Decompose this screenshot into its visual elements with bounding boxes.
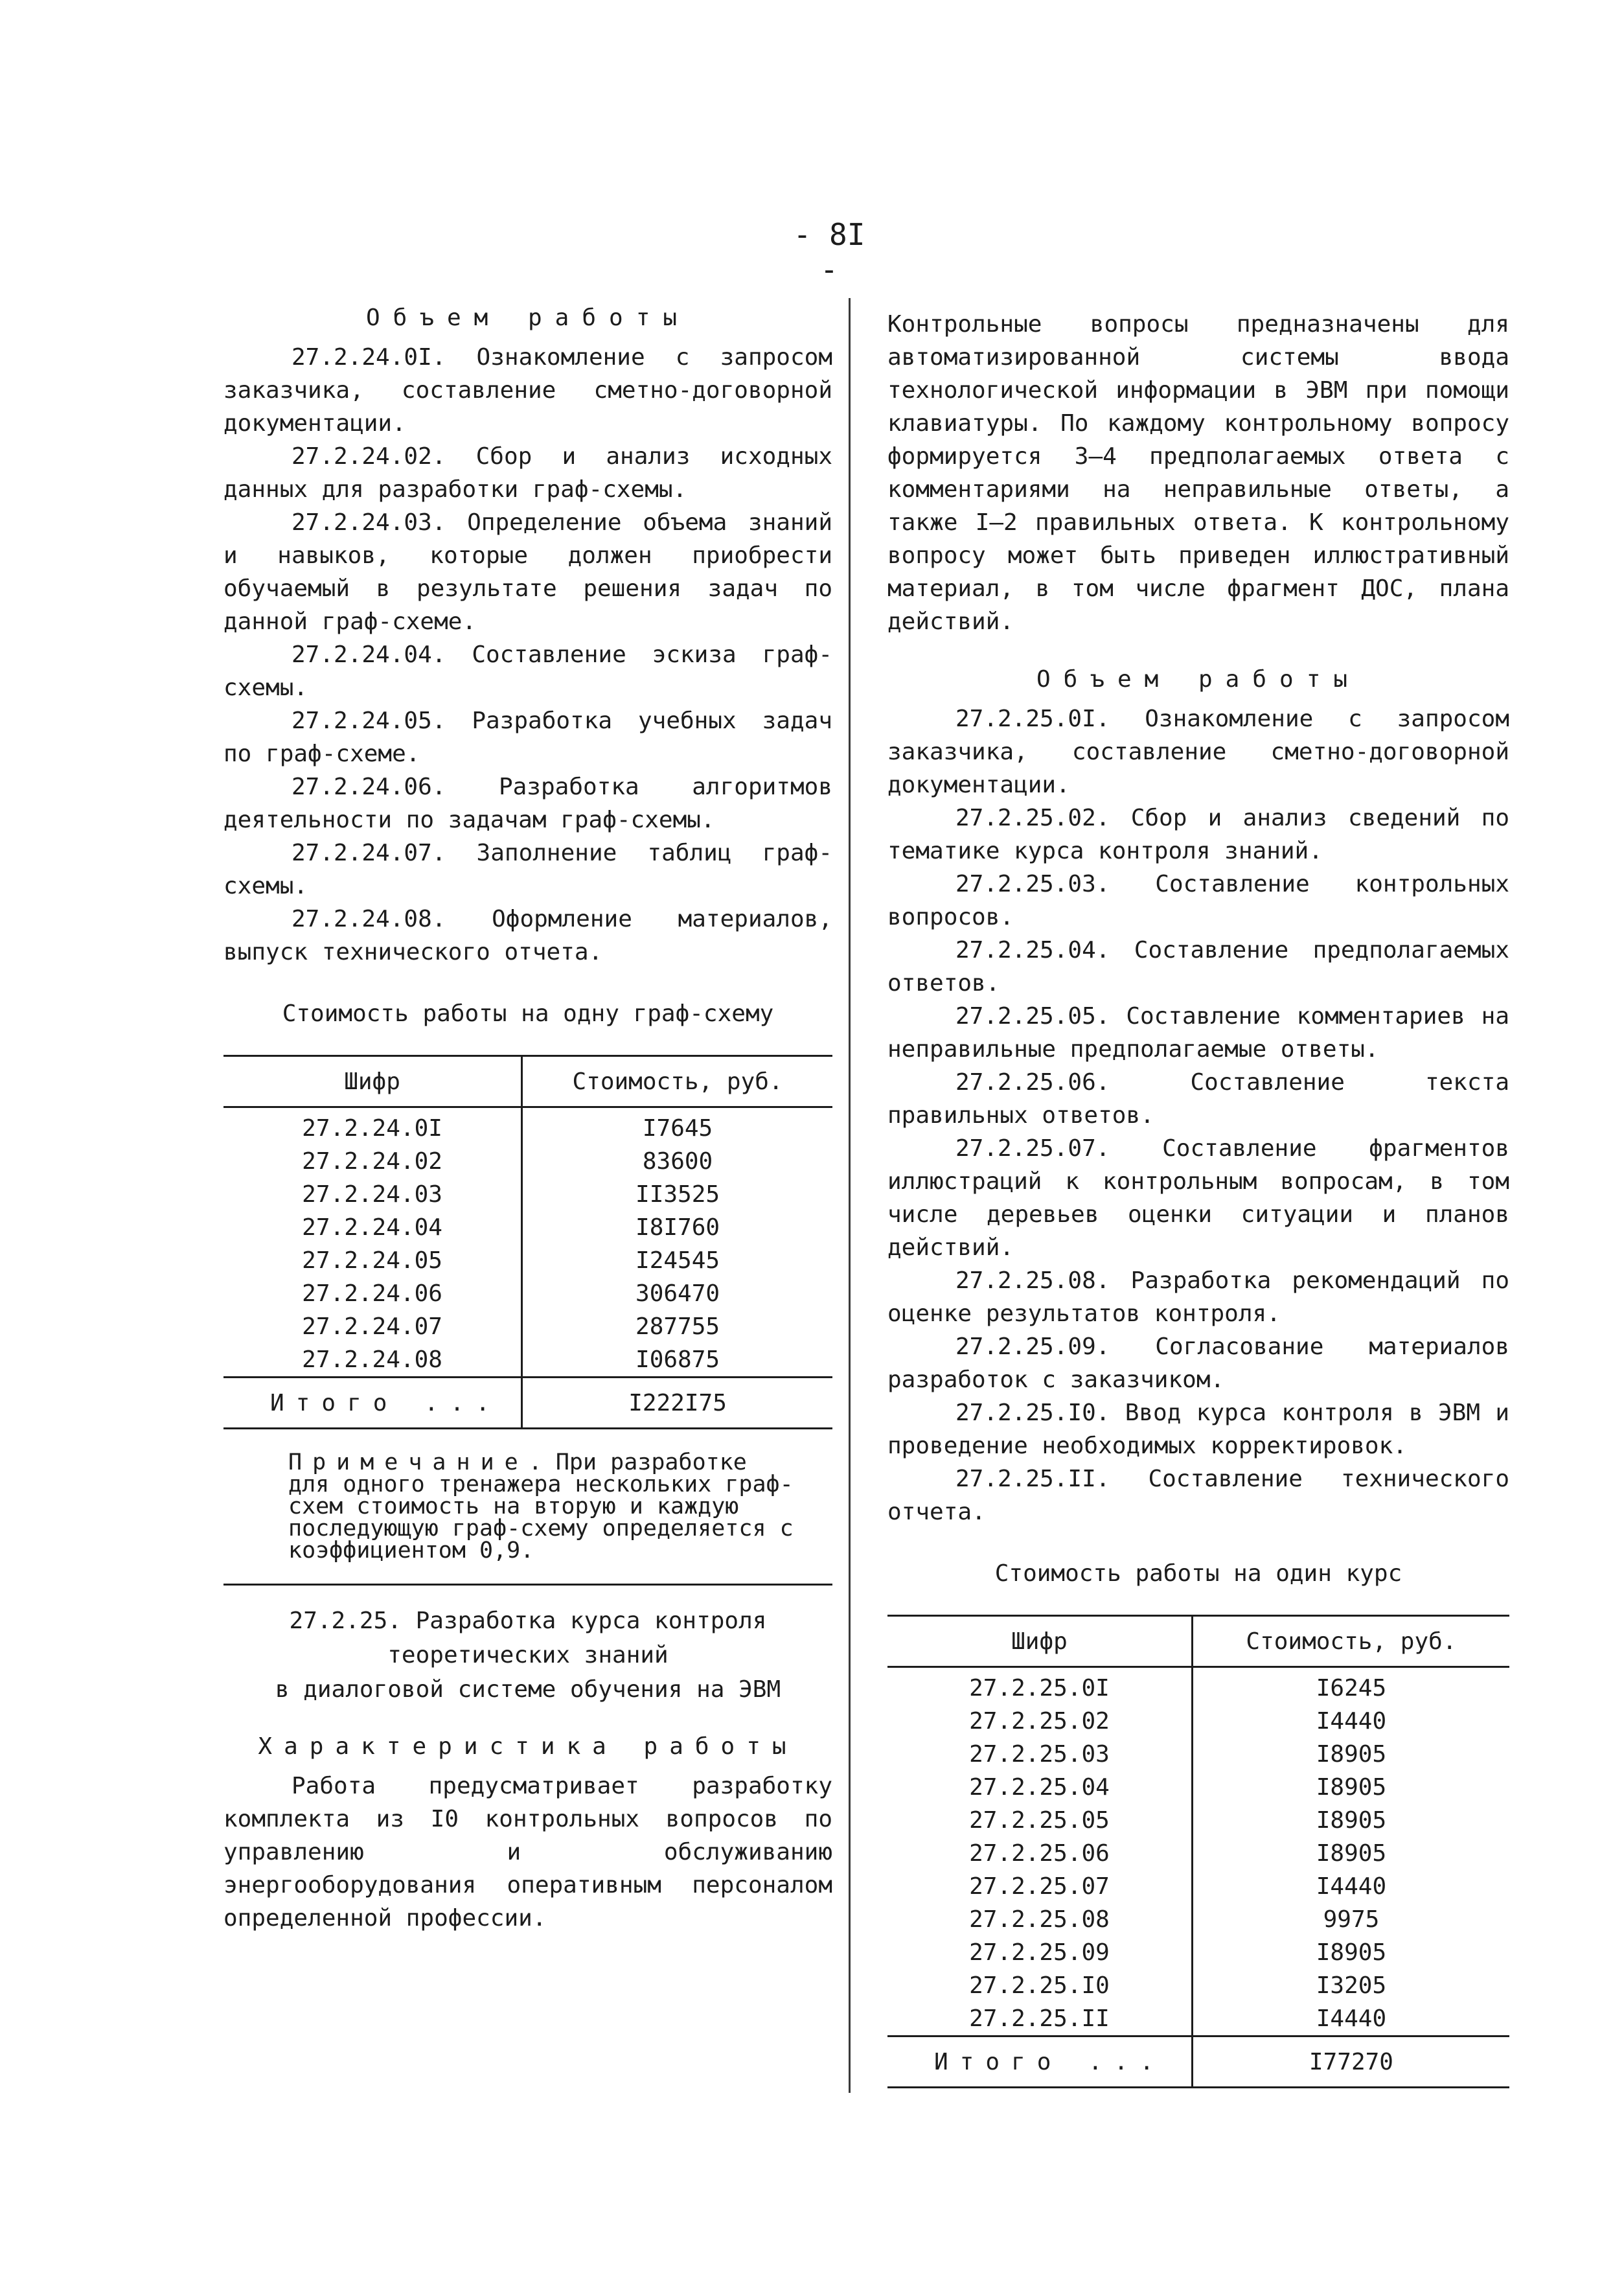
cost-cell: I7645: [522, 1107, 832, 1146]
code-cell: 27.2.24.03: [302, 1181, 442, 1208]
total-row: [223, 1378, 832, 1429]
cost-cell: I3205: [1192, 1969, 1509, 2002]
cost-cell: I8905: [1192, 1738, 1509, 1771]
cost-cell: I4440: [1192, 1705, 1509, 1738]
subsection-title-line: 27.2.25. Разработка курса контроля: [289, 1608, 767, 1634]
table-row: [887, 1705, 1509, 1738]
cost-cell: II3525: [522, 1178, 832, 1211]
total-row: [887, 2036, 1509, 2088]
total-value: I222I75: [522, 1378, 832, 1429]
characteristics-text: Работа предусматривает разработку комплекта из I0 контрольных вопросов по управлению и обслуживанию энергооборудования оперативным персоналом определенной профессии.: [223, 1773, 832, 1932]
cost-title-right: Стоимость работы на один курс: [994, 1560, 1402, 1587]
characteristics-heading: Характеристика работы: [258, 1733, 798, 1760]
table-row: [223, 1277, 832, 1310]
work-item: 27.2.24.02. Сбор и анализ исходных данных для разработки граф-схемы.: [223, 443, 832, 503]
cost-cell: 9975: [1192, 1903, 1509, 1936]
column-header-cost: Стоимость, руб.: [1192, 1616, 1509, 1667]
code-cell: 27.2.24.08: [302, 1346, 442, 1373]
work-item: 27.2.25.0I. Ознакомление с запросом заказчика, составление сметно-договорной документации.: [887, 706, 1509, 798]
code-cell: 27.2.24.0I: [302, 1115, 442, 1142]
total-label: Итого ...: [223, 1378, 522, 1429]
code-cell: 27.2.25.03: [969, 1741, 1110, 1768]
scope-heading-right: Объем работы: [1036, 666, 1361, 693]
code-cell: 27.2.24.06: [302, 1280, 442, 1307]
table-row: [223, 1145, 832, 1178]
code-cell: 27.2.24.04: [302, 1214, 442, 1241]
table-row: [887, 1903, 1509, 1936]
code-cell: 27.2.24.02: [302, 1148, 442, 1175]
cost-cell: I8905: [1192, 1936, 1509, 1969]
table-row: [223, 1343, 832, 1378]
code-cell: 27.2.25.04: [969, 1774, 1110, 1801]
table-row: [223, 1211, 832, 1244]
work-item: 27.2.25.09. Согласование материалов разработок с заказчиком.: [887, 1333, 1509, 1393]
cost-cell: I8905: [1192, 1837, 1509, 1870]
code-cell: 27.2.25.II: [969, 2005, 1110, 2032]
code-cell: 27.2.25.06: [969, 1840, 1110, 1867]
work-item: 27.2.25.07. Составление фрагментов иллюстраций к контрольным вопросам, в том числе деревьев оценки ситуации и планов действий.: [887, 1135, 1509, 1261]
work-item: 27.2.25.06. Составление текста правильных ответов.: [887, 1069, 1509, 1129]
code-cell: 27.2.25.07: [969, 1873, 1110, 1900]
total-value: I77270: [1192, 2036, 1509, 2088]
cost-title-left: Стоимость работы на одну граф-схему: [282, 1000, 774, 1027]
note-text: . При разработке для одного тренажера нескольких граф-схем стоимость на вторую и каждую последующую граф-схему определяется с коэффициентом 0,9.: [288, 1449, 794, 1563]
column-header-code: Шифр: [887, 1616, 1192, 1667]
table-header-row: [223, 1056, 832, 1107]
work-item: 27.2.24.06. Разработка алгоритмов деятельности по задачам граф-схемы.: [223, 774, 832, 833]
code-cell: 27.2.25.02: [969, 1708, 1110, 1735]
note-label: Примечание: [288, 1449, 529, 1475]
work-item: 27.2.25.03. Составление контрольных вопросов.: [887, 871, 1509, 930]
subsection-title-line: теоретических знаний: [387, 1642, 669, 1668]
column-header-code: Шифр: [223, 1056, 522, 1107]
cost-cell: I24545: [522, 1244, 832, 1277]
code-cell: 27.2.24.07: [302, 1313, 442, 1340]
work-item: 27.2.25.II. Составление технического отчета.: [887, 1466, 1509, 1525]
code-cell: 27.2.25.0I: [969, 1675, 1110, 1701]
work-item: 27.2.24.03. Определение объема знаний и навыков, которые должен приобрести обучаемый в результате решения задач по данной граф-схеме.: [223, 509, 832, 635]
note-rule: [223, 1584, 832, 1586]
cost-cell: I8I760: [522, 1211, 832, 1244]
work-item: 27.2.25.02. Сбор и анализ сведений по тематике курса контроля знаний.: [887, 805, 1509, 864]
code-cell: 27.2.25.I0: [969, 1972, 1110, 1999]
code-cell: 27.2.24.05: [302, 1247, 442, 1274]
work-item: 27.2.24.07. Заполнение таблиц граф-схемы.: [223, 840, 832, 899]
work-item: 27.2.25.05. Составление комментариев на неправильные предполагаемые ответы.: [887, 1003, 1509, 1063]
table-row: [887, 1837, 1509, 1870]
total-label: Итого ...: [887, 2036, 1192, 2088]
table-row: [223, 1178, 832, 1211]
note: [288, 1451, 832, 1562]
table-row: [887, 1804, 1509, 1837]
cost-cell: I4440: [1192, 1870, 1509, 1903]
cost-cell: I8905: [1192, 1771, 1509, 1804]
cost-cell: 306470: [522, 1277, 832, 1310]
cost-table-right: [887, 1615, 1509, 2088]
cost-cell: I4440: [1192, 2002, 1509, 2036]
code-cell: 27.2.25.09: [969, 1939, 1110, 1966]
table-row: [887, 1870, 1509, 1903]
table-header-row: [887, 1616, 1509, 1667]
code-cell: 27.2.25.08: [969, 1906, 1110, 1933]
table-row: [887, 1738, 1509, 1771]
subsection-title-line: в диалоговой системе обучения на ЭВМ: [275, 1676, 781, 1703]
work-item: 27.2.25.08. Разработка рекомендаций по оценке результатов контроля.: [887, 1267, 1509, 1327]
subsection-title: [223, 1604, 832, 1707]
column-header-cost: Стоимость, руб.: [522, 1056, 832, 1107]
left-column: [223, 301, 832, 1935]
right-column: [887, 308, 1509, 2088]
work-item: 27.2.24.08. Оформление материалов, выпуск технического отчета.: [223, 906, 832, 965]
table-row: [887, 1667, 1509, 1705]
intro-paragraph: Контрольные вопросы предназначены для автоматизированной системы ввода технологической информации в ЭВМ при помощи клавиатуры. По каждому контрольному вопросу формируется 3–4 предполагаемых ответа с комментариями на неправильные ответы, а также I–2 правильных ответа. К контрольному вопросу может быть приведен иллюстративный материал, в том числе фрагмент ДОС, плана действий.: [887, 311, 1509, 635]
table-row: [887, 2002, 1509, 2036]
cost-cell: I06875: [522, 1343, 832, 1378]
column-divider: [849, 298, 851, 2093]
table-row: [887, 1969, 1509, 2002]
table-row: [223, 1310, 832, 1343]
work-item: 27.2.25.04. Составление предполагаемых ответов.: [887, 937, 1509, 997]
cost-cell: I6245: [1192, 1667, 1509, 1705]
table-row: [887, 1936, 1509, 1969]
cost-cell: I8905: [1192, 1804, 1509, 1837]
scope-heading-left: Объем работы: [365, 305, 691, 331]
cost-table-left: [223, 1055, 832, 1429]
table-row: [887, 1771, 1509, 1804]
cost-cell: 83600: [522, 1145, 832, 1178]
work-item: 27.2.24.04. Составление эскиза граф-схемы.: [223, 641, 832, 701]
cost-cell: 287755: [522, 1310, 832, 1343]
work-item: 27.2.25.I0. Ввод курса контроля в ЭВМ и проведение необходимых корректировок.: [887, 1400, 1509, 1459]
work-item: 27.2.24.05. Разработка учебных задач по граф-схеме.: [223, 708, 832, 767]
table-row: [223, 1107, 832, 1146]
table-row: [223, 1244, 832, 1277]
work-item: 27.2.24.0I. Ознакомление с запросом заказчика, составление сметно-договорной документации.: [223, 344, 832, 437]
code-cell: 27.2.25.05: [969, 1807, 1110, 1834]
page-number: - 8I -: [793, 217, 865, 287]
